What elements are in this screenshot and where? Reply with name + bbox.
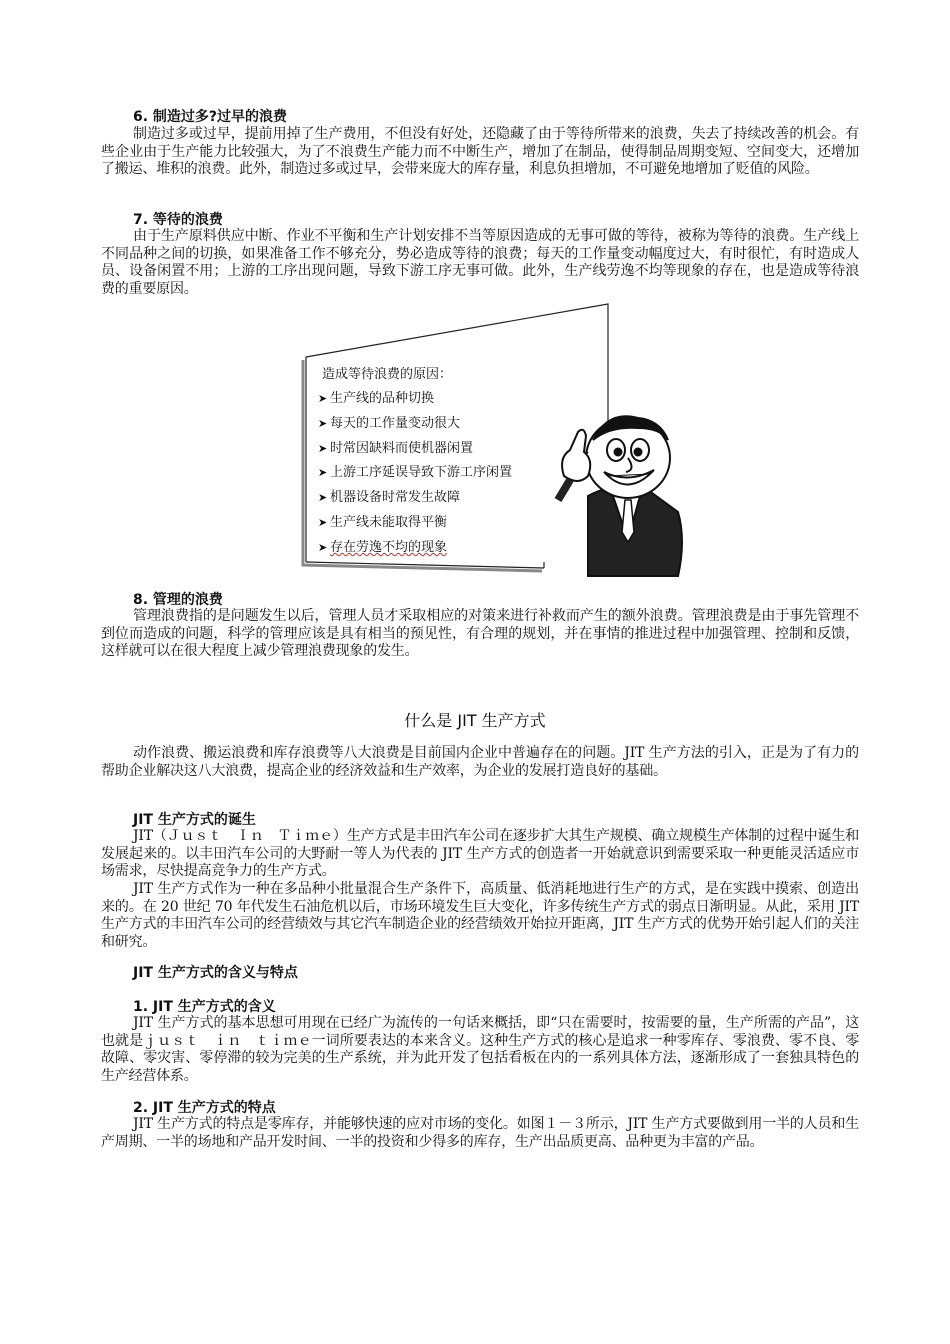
arrow-bullet-icon: ➤ bbox=[318, 392, 328, 405]
jit-sub1-paragraph: JIT 生产方式的基本思想可用现在已经广为流传的一句话来概括，即“只在需要时，按需要的量，生产所需的产品”，这也就是ｊｕｓｔ ｉｎ ｔｉｍｅ一词所要表达的本来含义。这种生产方式的核心是追求一种零库存、零浪费、零不良、零故障、零灾害、零停滞的较为完美的生产系统，并为此开发了包括看板在内的一系列具体方法，逐渐形成了一套独具特色的生产经营体系。 bbox=[101, 1015, 859, 1084]
list-item-text: 时常因缺料而使机器闲置 bbox=[330, 440, 474, 456]
arrow-bullet-icon: ➤ bbox=[318, 540, 328, 554]
section-8-paragraph: 管理浪费指的是问题发生以后，管理人员才采取相应的对策来进行补救而产生的额外浪费。管理浪费是由于事先管理不到位而造成的问题，科学的管理应该是具有相当的预见性，有合理的规划，并在事情的推进过程中加强管理、控制和反馈，这样就可以在很大程度上减少管理浪费现象的发生。 bbox=[101, 608, 859, 660]
list-item bbox=[318, 488, 512, 513]
jit-birth-paragraph-2: JIT 生产方式作为一种在多品种小批量混合生产条件下，高质量、低消耗地进行生产的方式，是在实践中摸索、创造出来的。在 20 世纪 70 年代发生石油危机以后，市场环境发生巨大变化，许多传统生产方式的弱点日渐明显。从此，采用 JIT 生产方式的丰田汽车公司的经营绩效与其它汽车制造企业的经营绩效开始拉开距离，JIT 生产方式的优势开始引起人们的关注和研究。 bbox=[101, 881, 859, 950]
list-item bbox=[318, 414, 512, 439]
list-item bbox=[318, 389, 512, 414]
list-item bbox=[318, 463, 512, 488]
jit-sub2-heading: 2. JIT 生产方式的特点 bbox=[133, 1100, 276, 1116]
arrow-bullet-icon: ➤ bbox=[318, 515, 328, 529]
list-item-text: 上游工序延误导致下游工序闲置 bbox=[330, 465, 513, 481]
section-8-heading: 8. 管理的浪费 bbox=[133, 592, 223, 608]
jit-sub1-heading: 1. JIT 生产方式的含义 bbox=[133, 999, 276, 1015]
list-item-text: 存在劳逸不均的现象 bbox=[330, 539, 448, 555]
list-item bbox=[318, 538, 512, 563]
section-6-paragraph: 制造过多或过早，提前用掉了生产费用，不但没有好处，还隐藏了由于等待所带来的浪费，失去了持续改善的机会。有些企业由于生产能力比较强大，为了不浪费生产能力而不中断生产，增加了在制品，使得制品周期变短、空间变大，还增加了搬运、堆积的浪费。此外，制造过多或过早，会带来庞大的库存量，利息负担增加，不可避免地增加了贬值的风险。 bbox=[101, 126, 859, 178]
list-item-text: 生产线的品种切换 bbox=[330, 391, 435, 406]
list-item bbox=[318, 513, 512, 538]
jit-title: 什么是 JIT 生产方式 bbox=[404, 711, 546, 730]
jit-sub2-paragraph: JIT 生产方式的特点是零库存，并能够快速的应对市场的变化。如图１－３所示，JIT 生产方式要做到用一半的人员和生产周期、一半的场地和产品开发时间、一半的投资和少得多的库存，生产出品质更高、品种更为丰富的产品。 bbox=[101, 1116, 859, 1150]
section-7-heading: 7. 等待的浪费 bbox=[133, 212, 223, 228]
section-7-paragraph: 由于生产原料供应中断、作业不平衡和生产计划安排不当等原因造成的无事可做的等待，被称为等待的浪费。生产线上不同品种之间的切换，如果准备工作不够充分，势必造成等待的浪费；每天的工作量变动幅度过大，有时很忙，有时造成人员、设备闲置不用；上游的工序出现问题，导致下游工序无事可做。此外，生产线劳逸不均等现象的存在，也是造成等待浪费的重要原因。 bbox=[101, 228, 859, 297]
arrow-bullet-icon: ➤ bbox=[318, 466, 328, 480]
arrow-bullet-icon: ➤ bbox=[318, 416, 328, 430]
list-item bbox=[318, 439, 512, 464]
jit-meaning-heading: JIT 生产方式的含义与特点 bbox=[133, 965, 298, 981]
figure-cause-list bbox=[318, 389, 512, 563]
jit-birth-heading: JIT 生产方式的诞生 bbox=[133, 812, 256, 828]
section-6-heading: 6. 制造过多?过早的浪费 bbox=[133, 109, 288, 125]
arrow-bullet-icon: ➤ bbox=[318, 441, 328, 455]
list-item-text: 生产线未能取得平衡 bbox=[330, 514, 448, 530]
arrow-bullet-icon: ➤ bbox=[318, 491, 328, 505]
list-item-text: 机器设备时常发生故障 bbox=[330, 490, 461, 506]
list-item-text: 每天的工作量变动很大 bbox=[330, 415, 461, 431]
figure-title: 造成等待浪费的原因： bbox=[322, 367, 453, 382]
jit-intro-paragraph: 动作浪费、搬运浪费和库存浪费等八大浪费是目前国内企业中普遍存在的问题。JIT 生产方法的引入，正是为了有力的帮助企业解决这八大浪费，提高企业的经济效益和生产效率，为企业的发展打造良好的基础。 bbox=[101, 745, 859, 779]
jit-birth-paragraph-1: JIT（Ｊｕｓｔ Ｉｎ Ｔｉｍｅ）生产方式是丰田汽车公司在逐步扩大其生产规模、确立规模生产体制的过程中诞生和发展起来的。以丰田汽车公司的大野耐一等人为代表的 JIT 生产方式的创造者一开始就意识到需要采取一种更能灵活适应市场需求，尽快提高竞争力的生产方式。 bbox=[101, 828, 859, 880]
cartoon-man-icon bbox=[558, 416, 682, 576]
